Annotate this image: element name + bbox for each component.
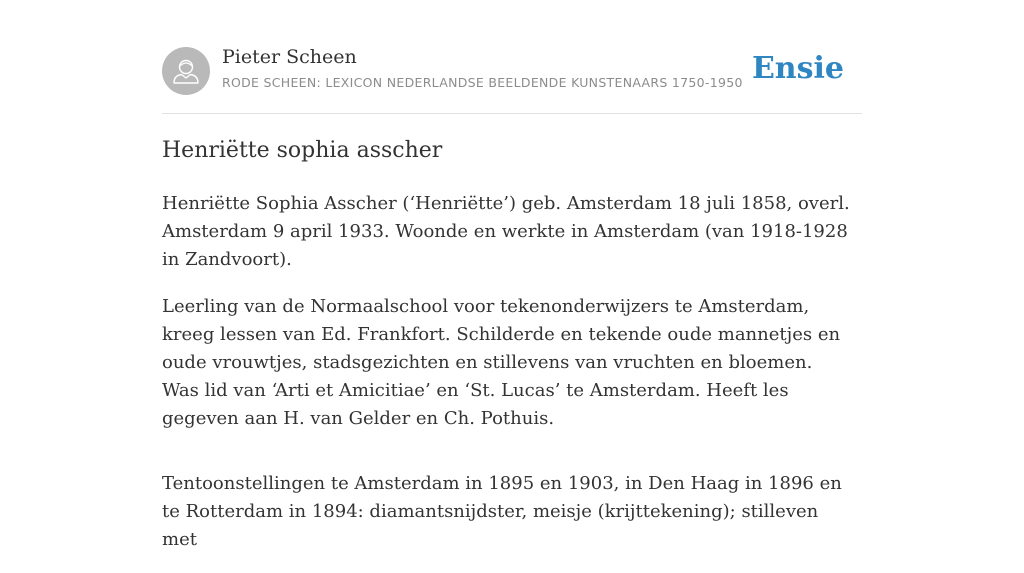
ensie-logo[interactable]: Ensie bbox=[751, 51, 844, 86]
author-avatar[interactable] bbox=[162, 47, 210, 95]
article-body bbox=[162, 190, 852, 573]
article-paragraph: Leerling van de Normaalschool voor tekenonderwijzers te Amsterdam, kreeg lessen van Ed. Frankfort. Schilderde en tekende oude mannetjes en oude vrouwtjes, stadsgezichten en stillevens van vruchten en bloemen. Was lid van ‘Arti et Amicitiae’ en ‘St. Lucas’ te Amsterdam. Heeft les gegeven aan H. van Gelder en Ch. Pothuis. bbox=[162, 296, 841, 429]
header bbox=[162, 46, 862, 114]
source-title[interactable]: RODE SCHEEN: LEXICON NEDERLANDSE BEELDENDE KUNSTENAARS 1750-1950 bbox=[222, 75, 743, 90]
author-name[interactable]: Pieter Scheen bbox=[222, 46, 357, 68]
page-title: Henriëtte sophia asscher bbox=[162, 138, 443, 163]
article-paragraph: Henriëtte Sophia Asscher (‘Henriëtte’) geb. Amsterdam 18 juli 1858, overl. Amsterdam 9 april 1933. Woonde en werkte in Amsterdam (van 1918-1928 in Zandvoort). bbox=[162, 193, 850, 270]
article-paragraph: Tentoonstellingen te Amsterdam in 1895 en 1903, in Den Haag in 1896 en te Rotterdam in 1894: diamantsnijdster, meisje (krijttekening); stilleven met bbox=[162, 473, 842, 550]
user-avatar-icon bbox=[162, 47, 210, 95]
